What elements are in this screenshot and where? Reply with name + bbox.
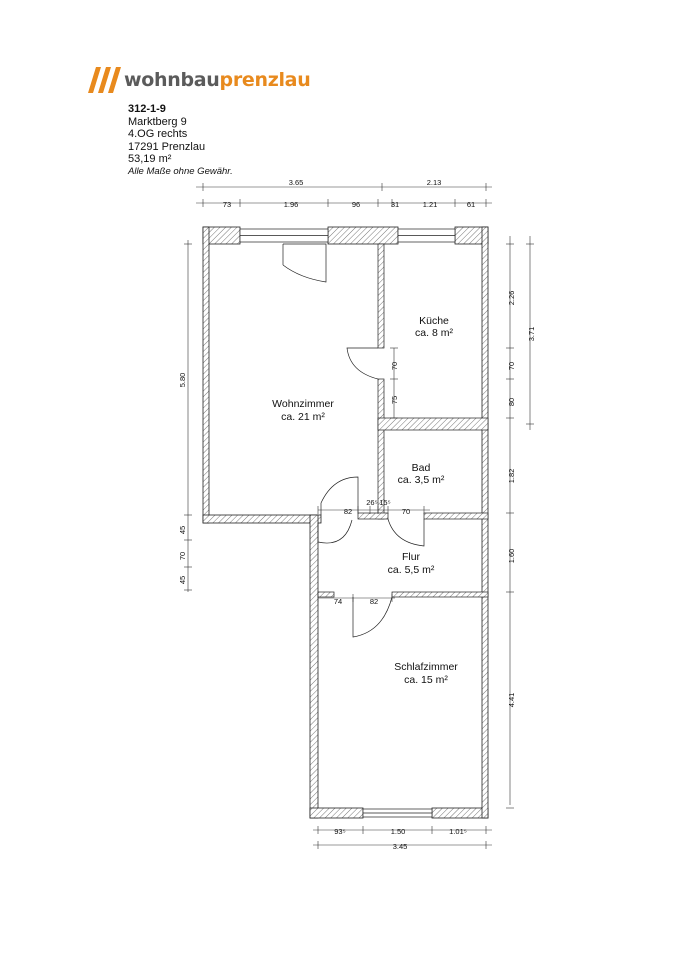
room-bad-area: ca. 3,5 m² bbox=[397, 474, 445, 486]
dim-inner-door-bad: 70 bbox=[401, 507, 411, 516]
dim-bottom-overall: 3.45 bbox=[392, 842, 408, 851]
room-schlafzimmer-name: Schlafzimmer bbox=[394, 661, 458, 673]
room-wohnzimmer-area: ca. 21 m² bbox=[281, 411, 325, 423]
dim-left-overall: 5.80 bbox=[178, 372, 187, 388]
dim-right-1: 2.26 bbox=[507, 290, 516, 306]
dim-inner-wall-b: 15⁵ bbox=[379, 498, 391, 507]
room-schlafzimmer-area: ca. 15 m² bbox=[404, 674, 448, 686]
room-flur-name: Flur bbox=[401, 551, 421, 563]
dim-top-detail-5: 1.21 bbox=[422, 200, 438, 209]
dim-right-5: 1.60 bbox=[507, 548, 516, 564]
dim-left-detail-1: 45 bbox=[178, 525, 187, 535]
dim-right-overall: 3.71 bbox=[527, 326, 536, 342]
disclaimer: Alle Maße ohne Gewähr. bbox=[128, 165, 233, 177]
street: Marktberg 9 bbox=[128, 115, 187, 128]
dim-bottom-detail-2: 1.50 bbox=[390, 827, 406, 836]
dim-inner-wall-kueche: 75 bbox=[390, 395, 399, 405]
floor: 4.OG rechts bbox=[128, 128, 188, 140]
dim-top-overall-2: 2.13 bbox=[426, 178, 442, 187]
room-bad-name: Bad bbox=[411, 462, 431, 474]
dim-top-overall-1: 3.65 bbox=[288, 178, 304, 187]
dim-inner-door-wz: 82 bbox=[343, 507, 353, 516]
dim-left-detail-3: 45 bbox=[178, 575, 187, 585]
logo-wordmark-part2: prenzlau bbox=[219, 69, 311, 91]
dim-right-6: 4.41 bbox=[507, 692, 516, 708]
dim-top-detail-6: 61 bbox=[466, 200, 476, 209]
inner-walls bbox=[318, 244, 488, 597]
room-wohnzimmer-name: Wohnzimmer bbox=[272, 398, 334, 410]
logo-wordmark-part1: wohnbau bbox=[124, 69, 220, 91]
dim-inner-door-sz: 82 bbox=[369, 597, 379, 606]
object-id: 312-1-9 bbox=[128, 103, 166, 115]
dim-left-detail-2: 70 bbox=[178, 551, 187, 561]
dim-top-detail-2: 1.96 bbox=[283, 200, 299, 209]
room-kueche-name: Küche bbox=[419, 315, 449, 327]
dim-inner-door-kueche: 70 bbox=[390, 361, 399, 371]
dim-bottom-detail-3: 1.01⁵ bbox=[449, 827, 467, 836]
doors bbox=[283, 244, 424, 637]
dim-right-2: 70 bbox=[507, 361, 516, 371]
dim-inner-wall-a: 26⁵ bbox=[366, 498, 378, 507]
dim-top-detail-4: 31 bbox=[390, 200, 400, 209]
city: 17291 Prenzlau bbox=[128, 140, 206, 153]
room-labels bbox=[272, 315, 458, 686]
living-area: 53,19 m² bbox=[128, 153, 172, 165]
dim-inner-sz-wall: 74 bbox=[333, 597, 343, 606]
room-kueche-area: ca. 8 m² bbox=[415, 327, 453, 339]
dim-bottom-detail-1: 93⁵ bbox=[334, 827, 346, 836]
room-flur-area: ca. 5,5 m² bbox=[387, 564, 435, 576]
dim-right-4: 1.82 bbox=[507, 468, 516, 484]
dim-right-3: 80 bbox=[507, 397, 516, 407]
dim-top-detail-3: 96 bbox=[351, 200, 361, 209]
dim-top-detail-1: 73 bbox=[222, 200, 232, 209]
